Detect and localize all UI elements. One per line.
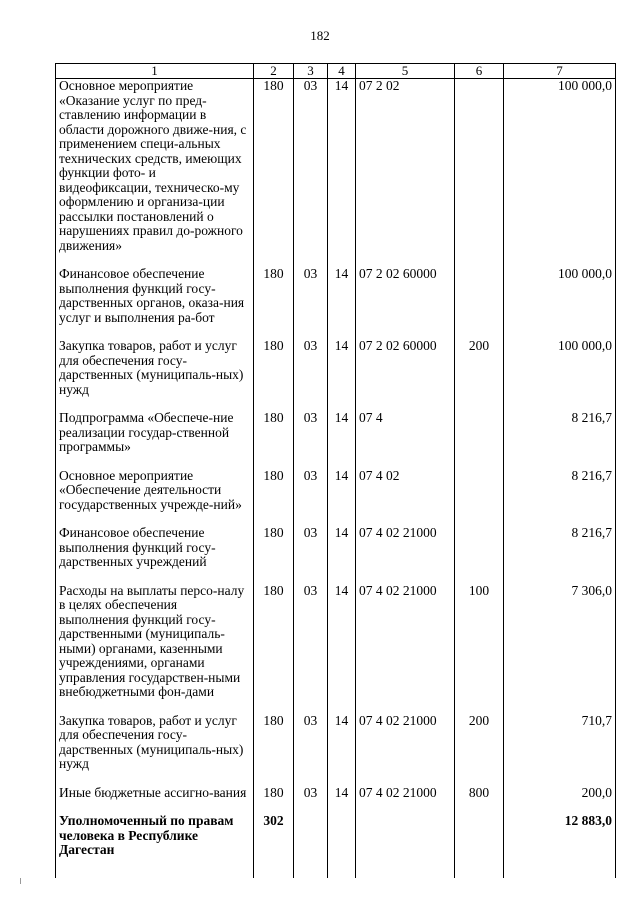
row-amount: 100 000,0 [504,267,616,339]
header-row [56,64,616,79]
row-expense-type [455,469,504,527]
row-expense-type: 200 [455,339,504,411]
table-row [56,469,616,527]
table-row [56,786,616,815]
row-name: Расходы на выплаты персо-налу в целях обеспечения выполнения функций госу-дарственными (муниципаль-ными) органами, казенными учреждениями, органами управления государствен-ными внебюджетными фон-дами [56,584,254,714]
row-amount: 100 000,0 [504,79,616,268]
col-header-2: 2 [254,64,294,79]
row-subsection-code: 14 [328,584,356,714]
budget-table [55,63,616,878]
row-target-code: 07 2 02 60000 [356,339,455,411]
row-expense-type: 200 [455,714,504,786]
row-expense-type [455,79,504,268]
row-name: Основное мероприятие «Оказание услуг по пред-ставлению информации в области дорожного движе-ния, с применением специ-альных технических средств, имеющих функции фото- и видеофиксации, техническо-му оформлению и организа-ции рассылки постановлений о нарушениях правил до-рожного движения» [56,79,254,268]
row-subsection-code: 14 [328,714,356,786]
row-target-code [356,814,455,878]
row-section-code: 03 [294,79,328,268]
row-amount: 8 216,7 [504,526,616,584]
row-target-code: 07 4 [356,411,455,469]
row-name: Закупка товаров, работ и услуг для обеспечения госу-дарственных (муниципаль-ных) нужд [56,339,254,411]
row-section-code [294,814,328,878]
row-ministry-code: 180 [254,714,294,786]
margin-mark [20,878,21,884]
row-subsection-code: 14 [328,267,356,339]
col-header-6: 6 [455,64,504,79]
row-expense-type: 100 [455,584,504,714]
row-name: Подпрограмма «Обеспече-ние реализации государ-ственной программы» [56,411,254,469]
col-header-5: 5 [356,64,455,79]
row-amount: 12 883,0 [504,814,616,878]
row-expense-type [455,526,504,584]
row-section-code: 03 [294,339,328,411]
row-target-code: 07 4 02 21000 [356,714,455,786]
row-subsection-code: 14 [328,411,356,469]
row-amount: 200,0 [504,786,616,815]
row-expense-type [455,267,504,339]
row-name: Иные бюджетные ассигно-вания [56,786,254,815]
row-section-code: 03 [294,714,328,786]
col-header-1: 1 [56,64,254,79]
row-target-code: 07 4 02 21000 [356,786,455,815]
row-expense-type [455,814,504,878]
row-ministry-code: 180 [254,411,294,469]
row-target-code: 07 2 02 60000 [356,267,455,339]
row-target-code: 07 4 02 [356,469,455,527]
row-name: Финансовое обеспечение выполнения функций госу-дарственных органов, оказа-ния услуг и выполнения ра-бот [56,267,254,339]
table-row [56,714,616,786]
row-ministry-code: 180 [254,267,294,339]
table-row [56,814,616,878]
row-section-code: 03 [294,584,328,714]
row-amount: 7 306,0 [504,584,616,714]
row-ministry-code: 302 [254,814,294,878]
table-row [56,526,616,584]
table-row [56,339,616,411]
row-subsection-code: 14 [328,339,356,411]
table-row [56,411,616,469]
row-subsection-code: 14 [328,79,356,268]
row-expense-type: 800 [455,786,504,815]
row-section-code: 03 [294,526,328,584]
row-target-code: 07 2 02 [356,79,455,268]
col-header-4: 4 [328,64,356,79]
row-section-code: 03 [294,469,328,527]
col-header-3: 3 [294,64,328,79]
table-row [56,79,616,268]
row-target-code: 07 4 02 21000 [356,584,455,714]
row-subsection-code: 14 [328,469,356,527]
row-section-code: 03 [294,267,328,339]
row-amount: 8 216,7 [504,469,616,527]
page-number: 182 [310,28,330,43]
row-ministry-code: 180 [254,584,294,714]
row-target-code: 07 4 02 21000 [356,526,455,584]
row-amount: 100 000,0 [504,339,616,411]
row-amount: 710,7 [504,714,616,786]
row-expense-type [455,411,504,469]
row-subsection-code: 14 [328,786,356,815]
row-name: Закупка товаров, работ и услуг для обеспечения госу-дарственных (муниципаль-ных) нужд [56,714,254,786]
row-ministry-code: 180 [254,526,294,584]
row-ministry-code: 180 [254,79,294,268]
col-header-7: 7 [504,64,616,79]
table-row [56,584,616,714]
row-amount: 8 216,7 [504,411,616,469]
row-name: Уполномоченный по правам человека в Республике Дагестан [56,814,254,878]
row-ministry-code: 180 [254,469,294,527]
row-subsection-code [328,814,356,878]
row-name: Финансовое обеспечение выполнения функций госу-дарственных учреждений [56,526,254,584]
row-subsection-code: 14 [328,526,356,584]
row-name: Основное мероприятие «Обеспечение деятельности государственных учрежде-ний» [56,469,254,527]
row-ministry-code: 180 [254,339,294,411]
row-ministry-code: 180 [254,786,294,815]
row-section-code: 03 [294,411,328,469]
table-row [56,267,616,339]
row-section-code: 03 [294,786,328,815]
